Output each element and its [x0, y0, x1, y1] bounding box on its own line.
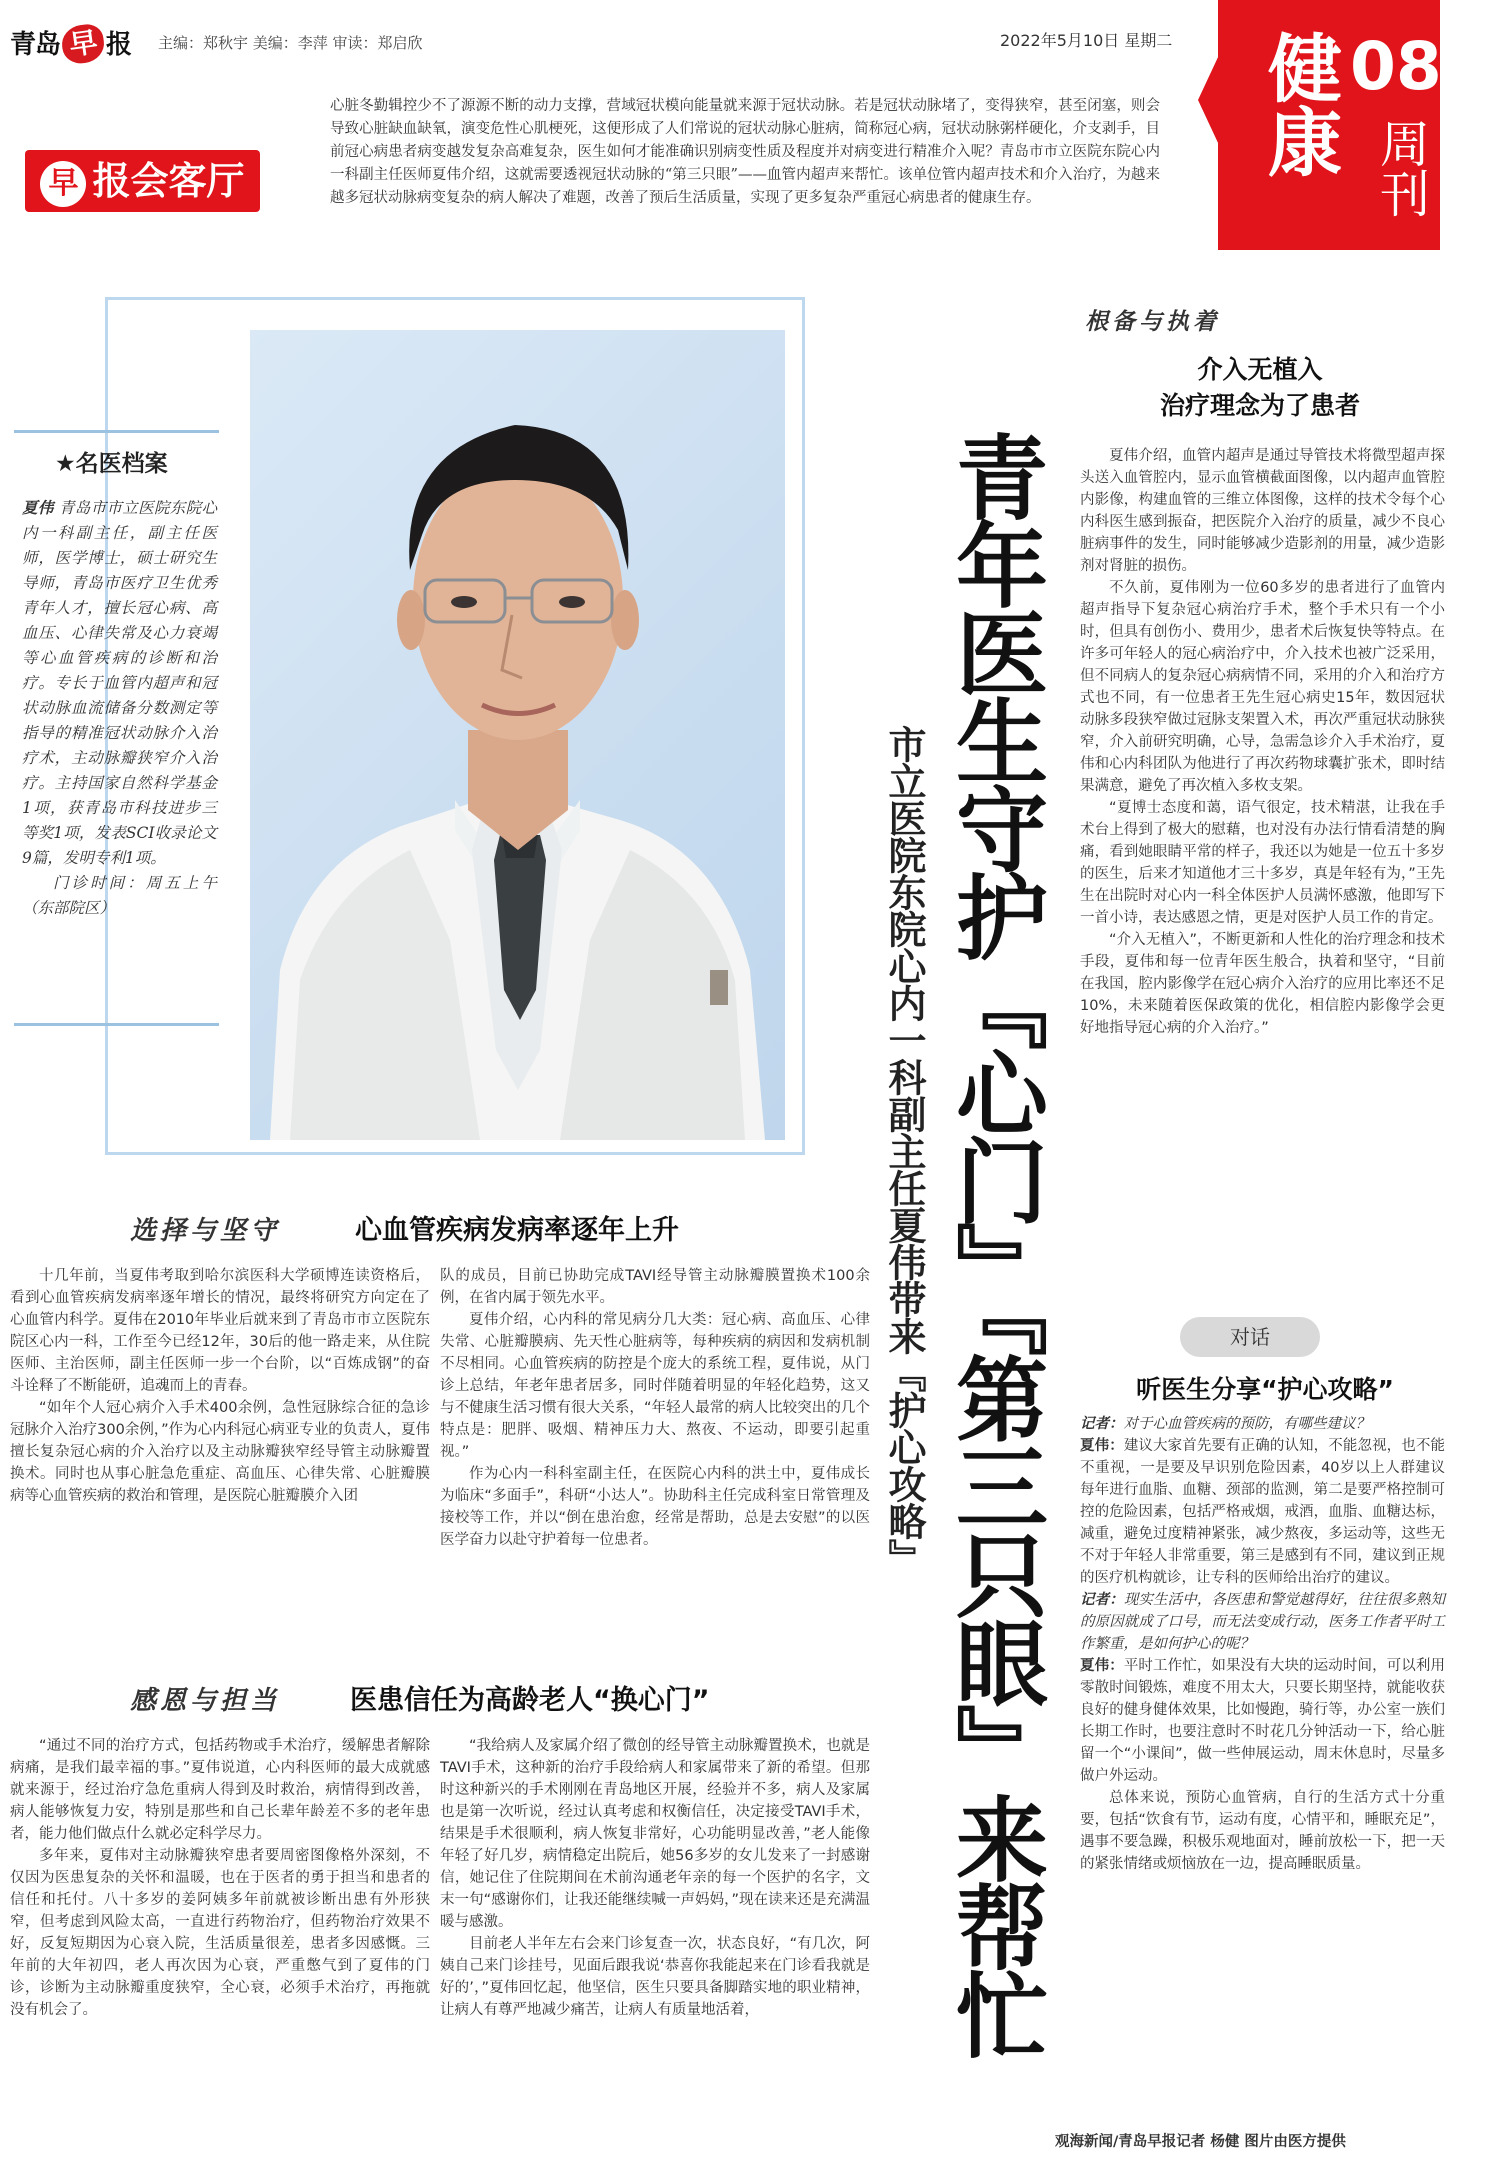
issue-date: 2022年5月10日 星期二: [1000, 31, 1173, 50]
dialog-answer: [1080, 1787, 1445, 1875]
paragraph: 十几年前，当夏伟考取到哈尔滨医科大学硕博连读资格后，看到心血管疾病发病率逐年增长的情况，最终将研究方向定在了心血管内科学。夏伟在2010年毕业后就来到了青岛市市立医院东院区心内一科，工作至今已经12年，30后的他一路走来，从住院医师、主治医师，副主任医师一步一个台阶，以“百炼成钢”的奋斗诠释了不断能研，追魂而上的青春。: [10, 1268, 430, 1394]
speaker-label: 夏伟：: [1080, 1658, 1124, 1674]
profile-bio: 青岛市市立医院东院心内一科副主任，副主任医师，医学博士，硕士研究生导师，青岛市医疗卫生优秀青年人才，擅长冠心病、高血压、心律失常及心力衰竭等心血管疾病的诊断和治疗。专长于血管内超声和冠状动脉血流储备分数测定等指导的精准冠状动脉介入治疗术，主动脉瓣狭窄介入治疗。主持国家自然科学基金1项，获青岛市科技进步三等奖1项，发表SCI收录论文9篇，发明专利1项。: [22, 499, 217, 867]
section1-title: 心血管疾病发病率逐年上升: [355, 1215, 679, 1246]
section1-kicker: 选择与坚守: [130, 1216, 281, 1246]
dialog-question: [1080, 1413, 1445, 1435]
dialog-badge: 对话: [1180, 1317, 1320, 1357]
footer-credit: 观海新闻/青岛早报记者 杨健 图片由医方提供: [1055, 2134, 1346, 2150]
paragraph: “如年个人冠心病介入手术400余例，急性冠脉综合征的急诊冠脉介入治疗300余例，”作为心内科冠心病亚专业的负责人，夏伟擅长复杂冠心病的介入治疗以及主动脉瓣狭窄经导管主动脉瓣置换术。同时也从事心脏急危重症、高血压、心律失常、心脏瓣膜病等心血管疾病的救治和管理，是医院心脏瓣膜介入团: [10, 1400, 430, 1504]
profile-hours: 门诊时间：周五上午（东部院区）: [22, 874, 217, 917]
paragraph: “夏博士态度和蔼，语气很定，技术精湛，让我在手术台上得到了极大的慰藉，也对没有办法行情看清楚的胸痛，看到她眼睛平常的样子，我还以为她是一位五十多岁的医生，后来才知道他才三十多岁，真是年轻有为，”王先生在出院时对心内一科全体医护人员满怀感激，他即写下一首小诗，表达感恩之情，更是对医护人员工作的肯定。: [1080, 800, 1445, 926]
profile-name: 夏伟: [22, 498, 54, 517]
doctor-portrait: [250, 330, 785, 1140]
speaker-label: 夏伟：: [1080, 1438, 1124, 1454]
newspaper-brand: [10, 24, 131, 63]
dialog-answer: [1080, 1435, 1445, 1589]
paragraph: 不久前，夏伟刚为一位60多岁的患者进行了血管内超声指导下复杂冠心病治疗手术，整个手术只有一个小时，但具有创伤小、费用少，患者术后恢复快等特点。在许多可年轻人的冠心病治疗中，介入技术也被广泛采用，但不同病人的复杂冠心病病情不同，采用的介入和治疗方式也不同，有一位患者王先生冠心病史15年，数因冠状动脉多段狭窄做过冠脉支架置入术，再次严重冠状动脉狭窄，介入前研究明确，心导，急需急诊介入手术治疗，夏伟和心内科团队为他进行了再次药物球囊扩张术，即时结果满意，避免了再次植入多枚支架。: [1080, 580, 1445, 794]
brand-left: 青岛: [10, 30, 61, 60]
paragraph: 多年来，夏伟对主动脉瓣狭窄患者要周密图像格外深刻，不仅因为医患复杂的关怀和温暖，也在于医者的勇于担当和患者的信任和托付。八十多岁的姜阿姨多年前就被诊断出患有外形狭窄，但考虑到风险太高，一直进行药物治疗，但药物治疗效果不好，反复短期因为心衰入院，生活质量很差，患者多因感慨。三年前的大年初四，老人再次因为心衰，严重憋气到了夏伟的门诊，诊断为主动脉瓣重度狭窄，全心衰，必须手术治疗，再拖就没有机会了。: [10, 1848, 430, 2018]
section2-column-1: [10, 1735, 430, 2021]
dialog-body: [1080, 1413, 1445, 1875]
main-headline: 青年医生守护『心门』『第三只眼』来帮忙: [941, 430, 1049, 2056]
section2-kicker: 感恩与担当: [130, 1686, 281, 1716]
section1-column-2: [440, 1265, 870, 1551]
paragraph: “通过不同的治疗方式，包括药物或手术治疗，缓解患者解除病痛，是我们最幸福的事。”夏伟说道，心内科医师的最大成就感就来源于，经过治疗急危重病人得到及时救治，病情得到改善，病人能够恢复力安，特别是那些和自己长辈年龄差不多的老年患者，能力他们做点什么就必定科学尽力。: [10, 1738, 430, 1842]
paragraph: 作为心内一科科室副主任，在医院心内科的洪土中，夏伟成长为临床“多面手”，科研“小达人”。协助科主任完成科室日常管理及接校等工作，并以“倒在患治愈，经常是帮助，总是去安慰”的以医医学奋力以赴守护着每一位患者。: [440, 1466, 870, 1548]
right-title: 介入无植入 治疗理念为了患者: [1159, 355, 1360, 420]
dialog-text: 建议大家首先要有正确的认知，不能忽视，也不能不重视，一是要及早识别危险因素，40岁以上人群建议每年进行血脂、血糖、颈部的监测，第二是要严格控制可控的危险因素，包括严格戒烟，戒酒，血脂、血糖达标，减重，避免过度精神紧张，减少熬夜，多运动等，这些无不对于年轻人非常重要，第三是感到有不同，建议到正规的医疗机构就诊，让专科的医师给出治疗的建议。: [1080, 1438, 1445, 1586]
dialog-title: 听医生分享“护心攻略”: [1136, 1375, 1394, 1404]
section1-column-1: [10, 1265, 430, 1507]
page-number: 08: [1350, 28, 1442, 105]
dialog-answer: [1080, 1655, 1445, 1787]
portrait-illustration: [250, 330, 785, 1140]
section2-title: 医患信任为高龄老人“换心门”: [350, 1685, 710, 1716]
column-logo-text: 报会客厅: [92, 159, 245, 203]
dialog-text: 总体来说，预防心血管病，自行的生活方式十分重要，包括“饮食有节，运动有度，心情平和，睡眠充足”，遇事不要急躁，积极乐观地面对，睡前放松一下，把一天的紧张情绪或烦恼放在一边，提高睡眠质量。: [1080, 1790, 1445, 1872]
section-title: 健康: [1256, 30, 1342, 178]
brand-right: 报: [106, 30, 132, 60]
paragraph: 夏伟介绍，心内科的常见病分几大类：冠心病、高血压、心律失常、心脏瓣膜病、先天性心脏病等，每种疾病的病因和发病机制不尽相同。心血管疾病的防控是个庞大的系统工程，夏伟说，从门诊上总结，年老年患者居多，同时伴随着明显的年轻化趋势，这又与不健康生活习惯有很大关系，“年轻人最常的病人比较突出的几个特点是：肥胖、吸烟、精神压力大、熬夜、不运动，即要引起重视。”: [440, 1312, 870, 1460]
right-column-body: [1080, 445, 1445, 1039]
dialog-text: 平时工作忙，如果没有大块的运动时间，可以利用零散时间锻炼，难度不用太大，只要长期坚持，就能收获良好的健身健体效果，比如慢跑，骑行等，办公室一族们长期工作时，也要注意时不时花几分钟活动一下，给心脏留一个“小课间”，做一些伸展运动，周末休息时，尽量多做户外运动。: [1080, 1658, 1445, 1784]
section2-column-2: [440, 1735, 870, 2021]
editor-credits: 主编：郑秋宇 美编：李萍 审读：郑启欣: [158, 34, 423, 52]
column-logo: [25, 150, 260, 212]
dialog-question: [1080, 1589, 1445, 1655]
speaker-label: 记者：: [1080, 1592, 1124, 1608]
paragraph: “介入无植入”，不断更新和人性化的治疗理念和技术手段，夏伟和每一位青年医生般合，执着和坚守，“目前在我国，腔内影像学在冠心病介入治疗的应用比率还不足10%，未来随着医保政策的优化，相信腔内影像学会更好地指导冠心病的介入治疗。”: [1080, 932, 1445, 1036]
lead-paragraph: 心脏冬勤辑控少不了源源不断的动力支撑，营域冠状模向能量就来源于冠状动脉。若是冠状动脉堵了，变得狭窄，甚至闭塞，则会导致心脏缺血缺氧，演变危性心肌梗死，这便形成了人们常说的冠状动脉心脏病，简称冠心病，冠状动脉粥样硬化，介支剥手，目前冠心病患者病变越发复杂高难复杂，医生如何才能准确识别病变性质及程度并对病变进行精准介入呢？青岛市市立医院东院心内一科副主任医师夏伟介绍，这就需要透视冠状动脉的“第三只眼”——血管内超声来帮忙。该单位管内超声技术和介入治疗，为越来越多冠状动脉病变复杂的病人解决了难题，改善了预后生活质量，实现了更多复杂严重冠心病患者的健康生存。: [330, 98, 1160, 206]
column-logo-mark: 早: [40, 161, 86, 207]
paragraph: 目前老人半年左右会来门诊复查一次，状态良好，“有几次，阿姨自己来门诊挂号，见面后跟我说‘恭喜你我能起来在门诊看我就是好的’，”夏伟回忆起，他坚信，医生只要具备脚踏实地的职业精神，让病人有尊严地减少痛苦，让病人有质量地活着，: [440, 1936, 870, 2018]
section-subtitle: 周刊: [1372, 118, 1430, 218]
brand-mark: 早: [60, 22, 107, 65]
paragraph: 夏伟介绍，血管内超声是通过导管技术将微型超声探头送入血管腔内，显示血管横截面图像，以内超声血管腔内影像，构建血管的三维立体图像，这样的技术令每个心内科医生感到振奋，把医院介入治疗的质量，减少不良心脏病事件的发生，同时能够减少造影剂的用量，减少造影剂对肾脏的损伤。: [1080, 448, 1445, 574]
sub-headline: 市立医院东院心内一科副主任夏伟带来『护心攻略』: [882, 725, 927, 1576]
paragraph: 队的成员，目前已协助完成TAVI经导管主动脉瓣膜置换术100余例，在省内属于领先水平。: [440, 1268, 870, 1306]
profile-heading: ★名医档案: [55, 451, 168, 477]
paragraph: “我给病人及家属介绍了微创的经导管主动脉瓣置换术，也就是TAVI手术，这种新的治疗手段给病人和家属带来了新的希望。但那时这种新兴的手术刚刚在青岛地区开展，经验并不多，病人及家属也是第一次听说，经过认真考虑和权衡信任，决定接受TAVI手术，结果是手术很顺利，病人恢复非常好，心功能明显改善，”老人能像年轻了好几岁，病情稳定出院后，她56多岁的女儿发来了一封感谢信，她记住了住院期间在术前沟通老年亲的每一个医护的名字，文末一句“感谢你们，让我还能继续喊一声妈妈，”现在读来还是充满温暖与感激。: [440, 1738, 870, 1930]
dialog-text: 对于心血管疾病的预防，有哪些建议？: [1123, 1416, 1370, 1432]
dialog-text: 现实生活中，各医患和警觉越得好，往往很多熟知的原因就成了口号，而无法变成行动，医务工作者平时工作繁重，是如何护心的呢？: [1080, 1592, 1445, 1652]
profile-text: [22, 495, 217, 921]
speaker-label: 记者：: [1080, 1416, 1124, 1432]
right-kicker: 根备与执着: [1085, 308, 1220, 335]
